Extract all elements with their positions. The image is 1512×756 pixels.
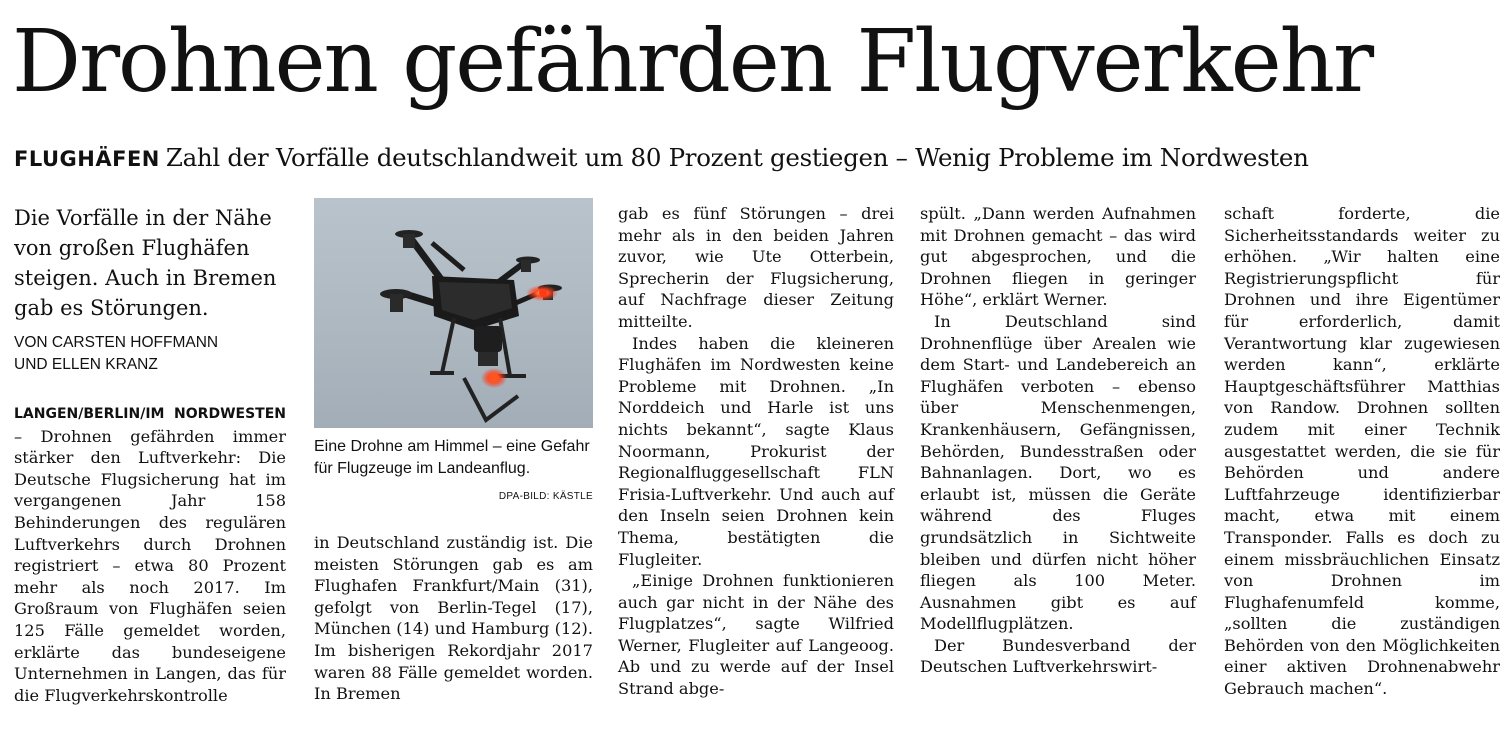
byline	[14, 332, 284, 376]
article-column-1	[14, 402, 286, 706]
byline-line-1: VON CARSTEN HOFFMANN	[14, 334, 219, 351]
kicker: FLUGHÄFEN	[14, 147, 160, 171]
photo-caption	[314, 436, 593, 508]
column-5-text: schaft forderte, die Sicherheitsstandards weiter zu erhöhen. „Wir halten eine Registrierungspflicht für Drohnen und ihre Eigentümer für erforderlich, damit Verantwortung klar zugewiesen werden kann“, erklärte Hauptgeschäftsführer Matthias von Randow. Drohnen sollten zudem mit einer Technik ausgestattet werden, die sie für Behörden und andere Luftfahrzeuge identifizierbar macht, etwa mit einem Transponder. Falls es doch zu einem missbräuchlichen Einsatz von Drohnen im Flughafenumfeld komme, „sollten die zuständigen Behörden von den Möglichkeiten einer aktiven Drohnenabwehr Gebrauch machen“.	[1224, 204, 1500, 699]
subheadline: Zahl der Vorfälle deutschlandweit um 80 Prozent gestiegen – Wenig Probleme im Nordwesten	[165, 143, 1309, 172]
article-column-3	[618, 203, 894, 700]
column-4-paragraph-2: In Deutschland sind Drohnenflüge über Arealen wie dem Start- und Landebereich an Flughäfen verboten – ebenso über Menschenmengen, Krankenhäusern, Gefängnissen, Behörden, Bundesstraßen oder Bahnanlagen. Dort, wo es erlaubt ist, müssen die Geräte während des Fluges grundsätzlich in Sichtweite bleiben und dürfen nicht höher fliegen als 100 Meter. Ausnahmen gibt es auf Modellflugplätzen.	[920, 311, 1196, 634]
byline-line-2: UND ELLEN KRANZ	[14, 356, 158, 373]
column-4-paragraph-3: Der Bundesverband der Deutschen Luftverkehrswirt-	[920, 635, 1196, 677]
drone-photo	[314, 198, 593, 428]
article-column-5	[1224, 203, 1500, 700]
photo-credit: DPA-BILD: KÄSTLE	[498, 491, 593, 502]
article-column-2	[314, 532, 593, 705]
column-2-text: in Deutschland zuständig ist. Die meisten Störungen gab es am Flughafen Frankfurt/Main (31), gefolgt von Berlin-Tegel (17), München (14) und Hamburg (12). Im bisherigen Rekordjahr 2017 waren 88 Fälle gemeldet worden. In Bremen	[314, 533, 593, 704]
column-1-text: – Drohnen gefährden immer stärker den Luftverkehr: Die Deutsche Flugsicherung hat im vergangenen Jahr 158 Behinderungen des regulären Luftverkehrs durch Drohnen registriert – etwa 80 Prozent mehr als noch 2017. Im Großraum von Flughäfen seien 125 Fälle gemeldet worden, erklärte das bundeseigene Unternehmen in Langen, das für die Flugverkehrskontrolle	[14, 426, 286, 705]
column-3-paragraph-3: „Einige Drohnen funktionieren auch gar nicht in der Nähe des Flugplatzes“, sagte Wilfried Werner, Flugleiter auf Langeoog. Ab und zu werde auf der Insel Strand abge-	[618, 571, 894, 699]
dateline: LANGEN/BERLIN/IM NORDWESTEN	[14, 406, 286, 422]
column-3-paragraph-1: gab es fünf Störungen – drei mehr als in den beiden Jahren zuvor, wie Ute Otterbein, Sprecherin der Flugsicherung, auf Nachfrage dieser Zeitung mitteilte.	[618, 204, 894, 331]
headline: Drohnen gefährden Flugverkehr	[12, 12, 1373, 112]
caption-text: Eine Drohne am Himmel – eine Gefahr für Flugzeuge im Landeanflug.	[314, 438, 590, 477]
lead-text: Die Vorfälle in der Nähe von großen Flughäfen steigen. Auch in Bremen gab es Störungen.	[14, 206, 277, 320]
column-4-paragraph-1: spült. „Dann werden Aufnahmen mit Drohnen gemacht – das wird gut abgesprochen, und die Drohnen fliegen in geringer Höhe“, erklärt Werner.	[920, 204, 1196, 310]
subheadline-row	[14, 140, 1504, 177]
drone-icon	[314, 198, 593, 428]
column-3-paragraph-2: Indes haben die kleineren Flughäfen im Nordwesten keine Probleme mit Drohnen. „In Norddeich und Harle ist uns nichts bekannt“, sagte Klaus Noormann, Prokurist der Regionalfluggesellschaft FLN Frisia-Luftverkehr. Und auch auf den Inseln seien Drohnen kein Thema, bestätigten die Flugleiter.	[618, 333, 894, 569]
article-column-4	[920, 203, 1196, 678]
